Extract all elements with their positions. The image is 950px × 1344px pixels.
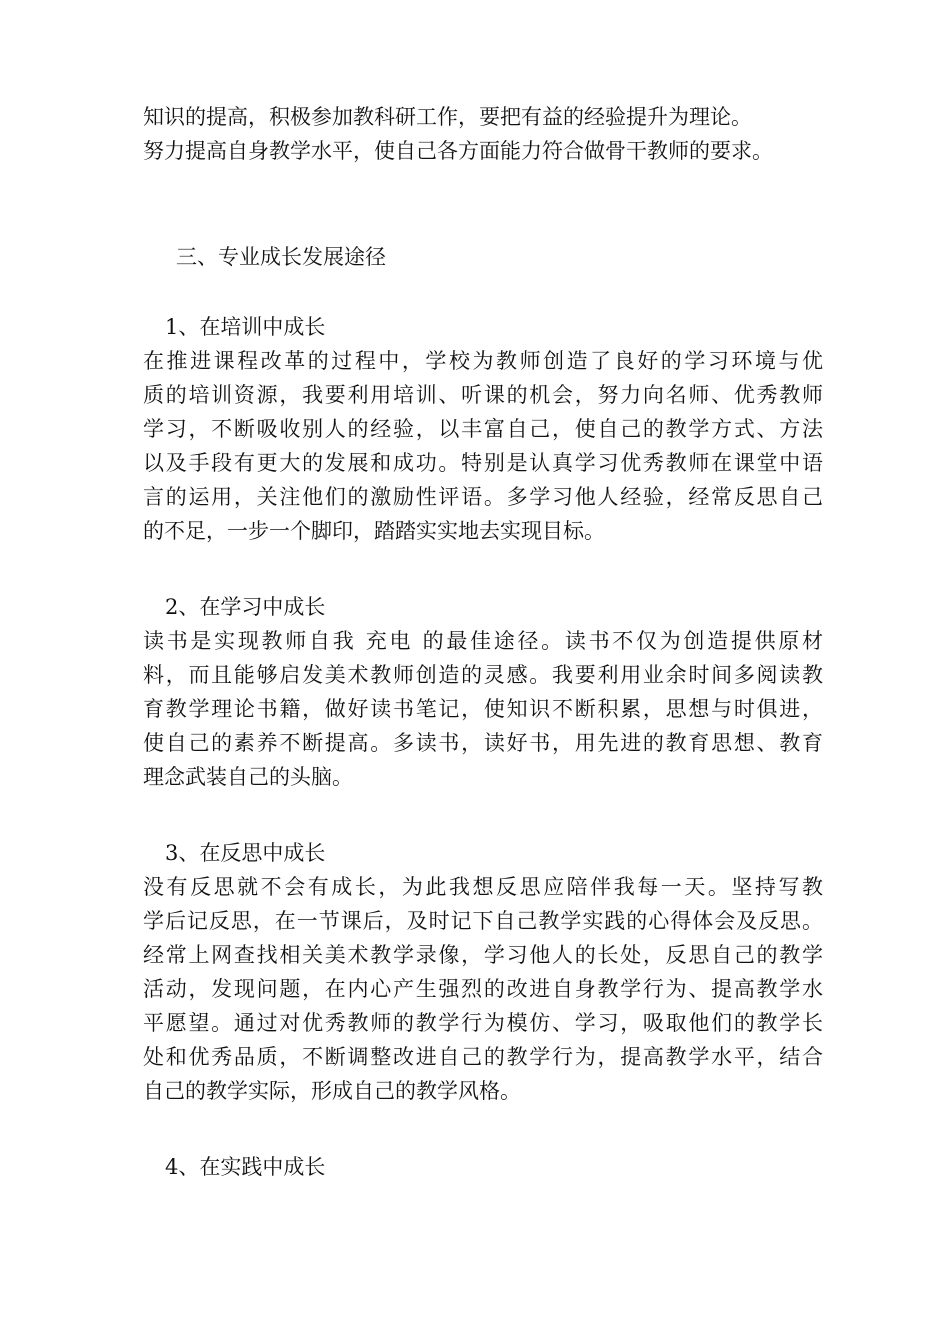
subsection-1-line-5: 言的运用，关注他们的激励性评语。多学习他人经验，经常反思自己 <box>143 485 823 509</box>
subsection-2-line-3: 育教学理论书籍，做好读书笔记，使知识不断积累，思想与时俱进， <box>143 697 823 721</box>
subsection-2-line-5: 理念武装自己的头脑。 <box>143 765 353 789</box>
intro-line-1: 知识的提高，积极参加教科研工作，要把有益的经验提升为理论。 <box>143 105 752 129</box>
subsection-1-line-6: 的不足，一步一个脚印，踏踏实实地去实现目标。 <box>143 519 605 543</box>
subsection-2-line-1: 读书是实现教师自我 充电 的最佳途径。读书不仅为创造提供原材 <box>143 629 823 653</box>
subsection-1-heading: 1、在培训中成长 <box>165 315 326 339</box>
subsection-2-line-4: 使自己的素养不断提高。多读书，读好书，用先进的教育思想、教育 <box>143 731 823 755</box>
subsection-3-line-6: 处和优秀品质，不断调整改进自己的教学行为，提高教学水平，结合 <box>143 1045 823 1069</box>
intro-line-2: 努力提高自身教学水平，使自己各方面能力符合做骨干教师的要求。 <box>143 139 773 163</box>
section-heading: 三、专业成长发展途径 <box>176 245 386 269</box>
subsection-3-line-5: 平愿望。通过对优秀教师的教学行为模仿、学习，吸取他们的教学长 <box>143 1011 823 1035</box>
subsection-3-line-2: 学后记反思，在一节课后，及时记下自己教学实践的心得体会及反思。 <box>143 909 823 933</box>
subsection-3-line-4: 活动，发现问题，在内心产生强烈的改进自身教学行为、提高教学水 <box>143 977 823 1001</box>
subsection-3-line-3: 经常上网查找相关美术教学录像，学习他人的长处，反思自己的教学 <box>143 943 823 967</box>
subsection-1-line-3: 学习，不断吸收别人的经验，以丰富自己，使自己的教学方式、方法 <box>143 417 823 441</box>
subsection-2-line-2: 料，而且能够启发美术教师创造的灵感。我要利用业余时间多阅读教 <box>143 663 823 687</box>
subsection-1-line-2: 质的培训资源，我要利用培训、听课的机会，努力向名师、优秀教师 <box>143 383 823 407</box>
subsection-3-line-1: 没有反思就不会有成长，为此我想反思应陪伴我每一天。坚持写教 <box>143 875 823 899</box>
subsection-1-line-1: 在推进课程改革的过程中，学校为教师创造了良好的学习环境与优 <box>143 349 823 373</box>
subsection-4-heading: 4、在实践中成长 <box>165 1155 326 1179</box>
subsection-3-heading: 3、在反思中成长 <box>165 841 326 865</box>
subsection-1-line-4: 以及手段有更大的发展和成功。特别是认真学习优秀教师在课堂中语 <box>143 451 823 475</box>
subsection-3-line-7: 自己的教学实际，形成自己的教学风格。 <box>143 1079 521 1103</box>
subsection-2-heading: 2、在学习中成长 <box>165 595 326 619</box>
